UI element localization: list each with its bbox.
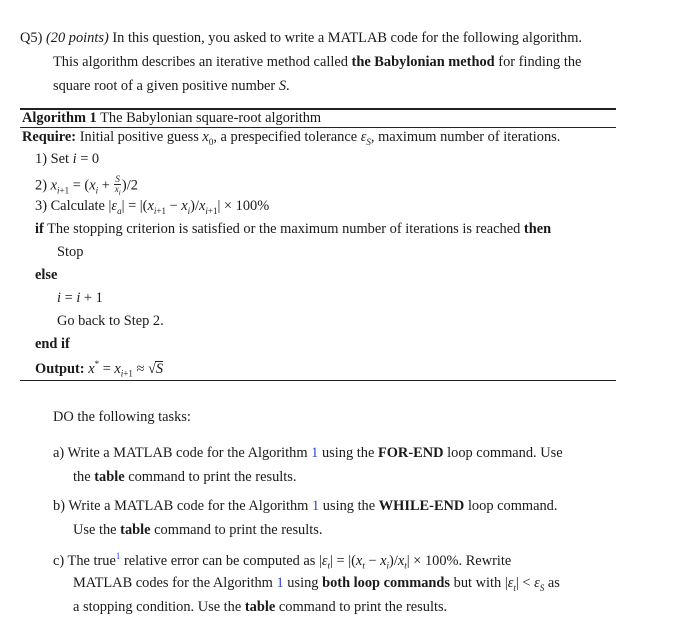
algorithm-bottom-rule xyxy=(20,380,616,381)
question-line3: square root of a given positive number xyxy=(53,78,276,94)
question-intro: In this question, you asked to write a MATLAB code for the following algorithm. xyxy=(112,30,582,46)
task-a-text-1: Write a MATLAB code for the Algorithm xyxy=(67,445,308,461)
task-b-text-4: loop command. xyxy=(467,498,558,514)
method-name: the Babylonian method xyxy=(351,54,495,70)
step-1-text: 1) Set xyxy=(35,151,69,167)
algorithm-title xyxy=(22,110,321,127)
task-a-text-7: command to print the results. xyxy=(128,469,297,485)
tasks-intro: DO the following tasks: xyxy=(53,409,191,425)
endif-keyword: end if xyxy=(35,336,70,352)
footnote-ref[interactable]: 1 xyxy=(115,551,121,561)
task-c-text-1: The true xyxy=(67,552,116,569)
task-a-table: table xyxy=(94,469,125,485)
task-c-line-2: MATLAB codes for the Algorithm 1 using both loop commands but with $|\varepsilon_t| < \varepsilon_S$ as xyxy=(73,575,560,593)
stop-line: Stop xyxy=(57,244,84,260)
task-c-text-4: MATLAB codes for the Algorithm xyxy=(73,575,273,591)
else-line xyxy=(35,267,57,284)
task-b-line-2 xyxy=(73,522,322,539)
endif-line xyxy=(35,336,70,353)
task-c-line-1: c) The true$^1$ relative error can be computed as $|\varepsilon_t| = |(x_t - x_i)/x_t| \times 100\%$. Rewrite xyxy=(53,551,512,571)
task-c-label: c) xyxy=(53,552,65,569)
algorithm-title-label: Algorithm 1 xyxy=(22,110,97,126)
task-c-table: table xyxy=(244,599,276,615)
algorithm-title-text: The Babylonian square-root algorithm xyxy=(100,110,322,126)
task-c-text-8: as xyxy=(547,575,560,591)
task-b-line-1 xyxy=(53,498,557,515)
task-a-text-5: the xyxy=(73,469,91,485)
then-keyword: then xyxy=(523,221,552,237)
task-b-text-1: Write a MATLAB code for the Algorithm xyxy=(68,498,309,514)
task-b-table: table xyxy=(120,522,151,538)
s-over-xi-fraction: $\frac{S}{x_i}$ xyxy=(114,174,121,197)
task-a-text-4: loop command. Use xyxy=(447,445,563,461)
task-c-both-loops: both loop commands xyxy=(322,575,451,591)
question-line2-a: This algorithm describes an iterative method called xyxy=(53,54,348,70)
task-a-text-2: using the xyxy=(321,445,375,461)
step-2: 2) $x_{i+1} = (x_i$ + $\frac{S}{x_i}$ )/2 xyxy=(35,174,138,197)
task-b-while-end: WHILE-END xyxy=(378,498,465,514)
if-keyword: if xyxy=(35,221,44,237)
task-c-text-3: . Rewrite xyxy=(458,552,512,569)
if-line xyxy=(35,221,551,238)
algorithm-ref-link[interactable]: 1 xyxy=(311,445,319,461)
question-line-1 xyxy=(20,30,582,47)
require-c: , maximum number of iterations. xyxy=(370,129,561,145)
task-a-line-1 xyxy=(53,445,563,462)
task-b-text-7: command to print the results. xyxy=(154,522,323,538)
output-label: Output: xyxy=(35,360,85,377)
algorithm-title-rule xyxy=(20,127,616,128)
step-2-text: 2) xyxy=(35,177,47,194)
task-c-text-2: relative error can be computed as xyxy=(123,552,316,569)
task-a-line-2 xyxy=(73,469,296,486)
require-line: Require: Initial positive guess $x_0$, a prespecified tolerance $\varepsilon_S$, maximum number of iterations. xyxy=(22,129,561,147)
increment-line: i = i + 1 xyxy=(57,290,103,306)
require-b: , a prespecified tolerance xyxy=(213,129,358,145)
question-label: Q5) xyxy=(20,30,43,46)
task-c-line-3 xyxy=(73,599,447,616)
task-b-label: b) xyxy=(53,498,65,514)
question-line2-b: for finding the xyxy=(498,54,582,70)
task-a-for-end: FOR-END xyxy=(377,445,444,461)
question-points: (20 points) xyxy=(46,30,109,46)
task-b-text-2: using the xyxy=(322,498,376,514)
step-3: 3) Calculate $|\varepsilon_a| = |(x_{i+1} - x_i)/x_{i+1}| \times 100\%$ xyxy=(35,198,270,216)
output-line: Output: $x^* = x_{i+1} \approx √S$ xyxy=(35,359,164,379)
require-a: Initial positive guess xyxy=(79,129,199,145)
task-b-text-5: Use the xyxy=(73,522,117,538)
task-c-text-7: but with xyxy=(453,575,502,591)
task-a-label: a) xyxy=(53,445,65,461)
require-label: Require: xyxy=(22,129,77,145)
task-c-text-11: command to print the results. xyxy=(278,599,448,615)
algorithm-ref-link[interactable]: 1 xyxy=(311,498,320,514)
if-condition: The stopping criterion is satisfied or the maximum number of iterations is reached xyxy=(47,221,521,237)
algorithm-ref-link[interactable]: 1 xyxy=(276,575,284,591)
task-c-text-9: a stopping condition. Use the xyxy=(73,599,242,615)
step-3-text: 3) Calculate xyxy=(35,198,105,214)
else-keyword: else xyxy=(35,267,58,283)
goback-line: Go back to Step 2. xyxy=(57,313,164,329)
step-1: 1) Set i = 0 xyxy=(35,151,100,167)
question-line-2 xyxy=(53,54,581,71)
question-line-3: square root of a given positive number S. xyxy=(53,78,290,94)
task-c-text-5: using xyxy=(287,575,319,591)
